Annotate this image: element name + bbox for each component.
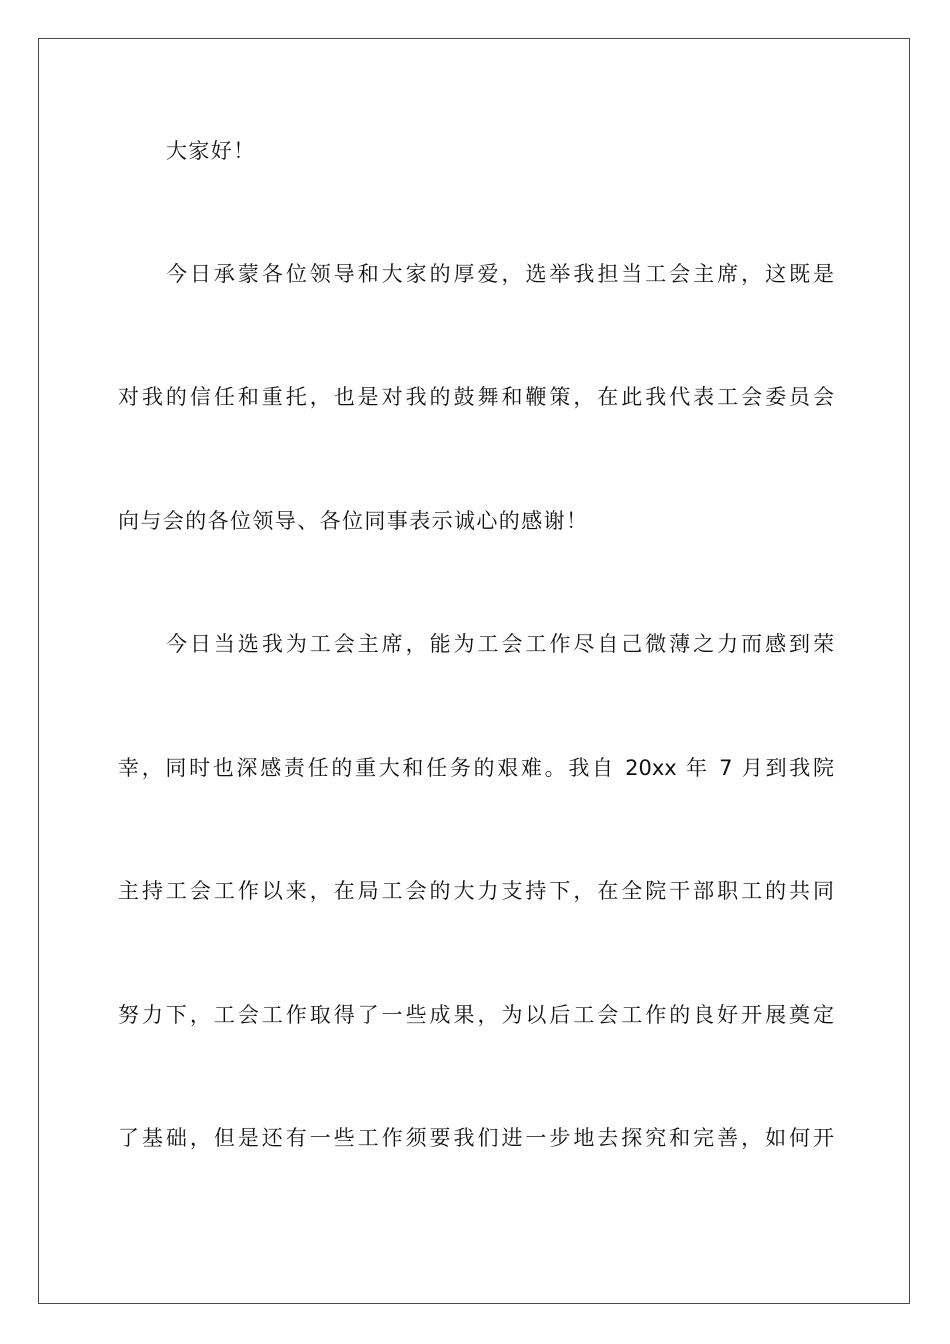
paragraph-line: 对我的信任和重托，也是对我的鼓舞和鞭策，在此我代表工会委员会: [118, 385, 834, 409]
paragraph-line: 主持工会工作以来，在局工会的大力支持下，在全院干部职工的共同: [118, 879, 834, 903]
paragraph-line: 向与会的各位领导、各位同事表示诚心的感谢！: [118, 509, 589, 533]
paragraph-line: 今日承蒙各位领导和大家的厚爱，选举我担当工会主席，这既是: [166, 262, 834, 286]
page-border: [38, 38, 910, 1304]
paragraph-line: 今日当选我为工会主席，能为工会工作尽自己微薄之力而感到荣: [166, 632, 834, 656]
paragraph-line: 了基础，但是还有一些工作须要我们进一步地去探究和完善，如何开: [118, 1126, 834, 1150]
greeting-line: 大家好！: [166, 139, 256, 163]
paragraph-line: 幸，同时也深感责任的重大和任务的艰难。我自 20xx 年 7 月到我院: [118, 756, 834, 780]
paragraph-line: 努力下，工会工作取得了一些成果，为以后工会工作的良好开展奠定: [118, 1003, 834, 1027]
